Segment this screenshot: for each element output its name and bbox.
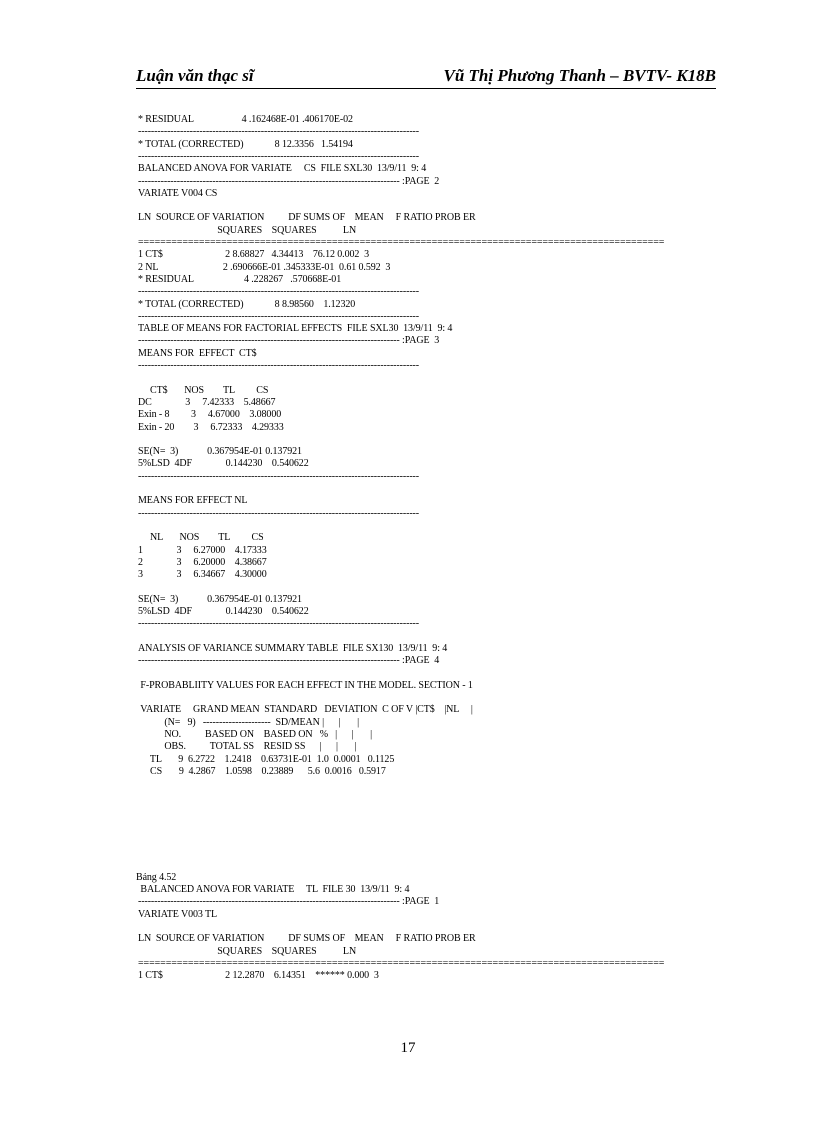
output-line: 3 3 6.34667 4.30000 xyxy=(138,569,267,581)
output-line: VARIATE V004 CS xyxy=(138,187,218,199)
output-line: OBS. TOTAL SS RESID SS | | | xyxy=(138,741,357,753)
output-line: 2 3 6.20000 4.38667 xyxy=(138,556,267,568)
output-line: * TOTAL (CORRECTED) 8 8.98560 1.12320 xyxy=(138,298,356,310)
header-author: Vũ Thị Phương Thanh – BVTV- K18B xyxy=(443,66,716,85)
header-thesis-title: Luận văn thạc sĩ xyxy=(136,66,254,85)
output-line: * RESIDUAL 4 .228267 .570668E-01 xyxy=(138,273,342,285)
output-line: DC 3 7.42333 5.48667 xyxy=(138,396,276,408)
output-line: F-PROBABLIITY VALUES FOR EACH EFFECT IN THE MODEL. SECTION - 1 xyxy=(138,679,473,691)
output-line: SE(N= 3) 0.367954E-01 0.137921 xyxy=(138,593,302,605)
output-line: BALANCED ANOVA FOR VARIATE CS FILE SXL30 13/9/11 9: 4 xyxy=(138,163,427,175)
output-line: --------------------------------------------------------------------------------- :PAGE 4 xyxy=(138,655,440,667)
output-line: NL NOS TL CS xyxy=(138,532,264,544)
output-line: NO. BASED ON BASED ON % | | | xyxy=(138,729,373,740)
output-line: * TOTAL (CORRECTED) 8 12.3356 1.54194 xyxy=(138,138,353,150)
output-line: =============================================================================================== xyxy=(138,237,665,248)
output-line: Exin - 8 3 4.67000 3.08000 xyxy=(138,409,282,421)
output-line: --------------------------------------------------------------------------------- :PAGE 2 xyxy=(138,175,440,187)
output-line: 1 3 6.27000 4.17333 xyxy=(138,544,267,556)
output-line: SE(N= 3) 0.367954E-01 0.137921 xyxy=(138,446,302,458)
output-line: --------------------------------------------------------------------------------------- xyxy=(138,470,420,482)
output-line: SQUARES SQUARES LN xyxy=(138,945,357,957)
output-line: LN SOURCE OF VARIATION DF SUMS OF MEAN F RATIO PROB ER xyxy=(138,933,476,945)
output-line: CT$ NOS TL CS xyxy=(138,384,269,396)
output-line: MEANS FOR EFFECT NL xyxy=(138,495,248,507)
output-line: --------------------------------------------------------------------------------------- xyxy=(138,286,420,298)
output-line: 1 CT$ 2 8.68827 4.34413 76.12 0.002 3 xyxy=(138,249,369,261)
output-line: TL 9 6.2722 1.2418 0.63731E-01 1.0 0.0001 0.1125 xyxy=(138,753,395,765)
output-line: 1 CT$ 2 12.2870 6.14351 ****** 0.000 3 xyxy=(138,970,379,982)
output-line: --------------------------------------------------------------------------------- :PAGE 1 xyxy=(138,896,440,908)
table-label: Bảng 4.52 xyxy=(136,872,177,883)
output-line: CS 9 4.2867 1.0598 0.23889 5.6 0.0016 0.5917 xyxy=(138,765,386,777)
output-line: --------------------------------------------------------------------------------------- xyxy=(138,507,420,519)
header-rule xyxy=(136,88,716,89)
output-line: --------------------------------------------------------------------------------------- xyxy=(138,310,420,322)
page-number: 17 xyxy=(400,1040,416,1056)
output-line: SQUARES SQUARES LN xyxy=(138,224,357,236)
output-line: MEANS FOR EFFECT CT$ xyxy=(138,347,257,359)
output-line: --------------------------------------------------------------------------------------- xyxy=(138,126,420,138)
output-line: --------------------------------------------------------------------------------------- xyxy=(138,618,420,630)
output-line: * RESIDUAL 4 .162468E-01 .406170E-02 xyxy=(138,114,353,125)
output-line: --------------------------------------------------------------------------------------- xyxy=(138,360,420,371)
output-line: --------------------------------------------------------------------------------------- xyxy=(138,150,420,162)
output-line: 2 NL 2 .690666E-01 .345333E-01 0.61 0.592 3 xyxy=(138,261,391,273)
output-line: ANALYSIS OF VARIANCE SUMMARY TABLE FILE SX130 13/9/11 9: 4 xyxy=(138,642,448,654)
output-line: Exin - 20 3 6.72333 4.29333 xyxy=(138,421,284,433)
output-line: TABLE OF MEANS FOR FACTORIAL EFFECTS FILE SXL30 13/9/11 9: 4 xyxy=(138,323,453,335)
output-line: (N= 9) --------------------- SD/MEAN | | | xyxy=(138,716,360,728)
output-line: LN SOURCE OF VARIATION DF SUMS OF MEAN F RATIO PROB ER xyxy=(138,212,476,224)
output-line: VARIATE V003 TL xyxy=(138,908,218,920)
output-line: --------------------------------------------------------------------------------- :PAGE 3 xyxy=(138,335,440,347)
output-line: =============================================================================================== xyxy=(138,957,665,969)
output-line: 5%LSD 4DF 0.144230 0.540622 xyxy=(138,458,309,470)
output-line: 5%LSD 4DF 0.144230 0.540622 xyxy=(138,606,309,617)
output-line: VARIATE GRAND MEAN STANDARD DEVIATION C OF V |CT$ |NL | xyxy=(138,704,473,716)
output-line: BALANCED ANOVA FOR VARIATE TL FILE 30 13/9/11 9: 4 xyxy=(138,884,410,895)
